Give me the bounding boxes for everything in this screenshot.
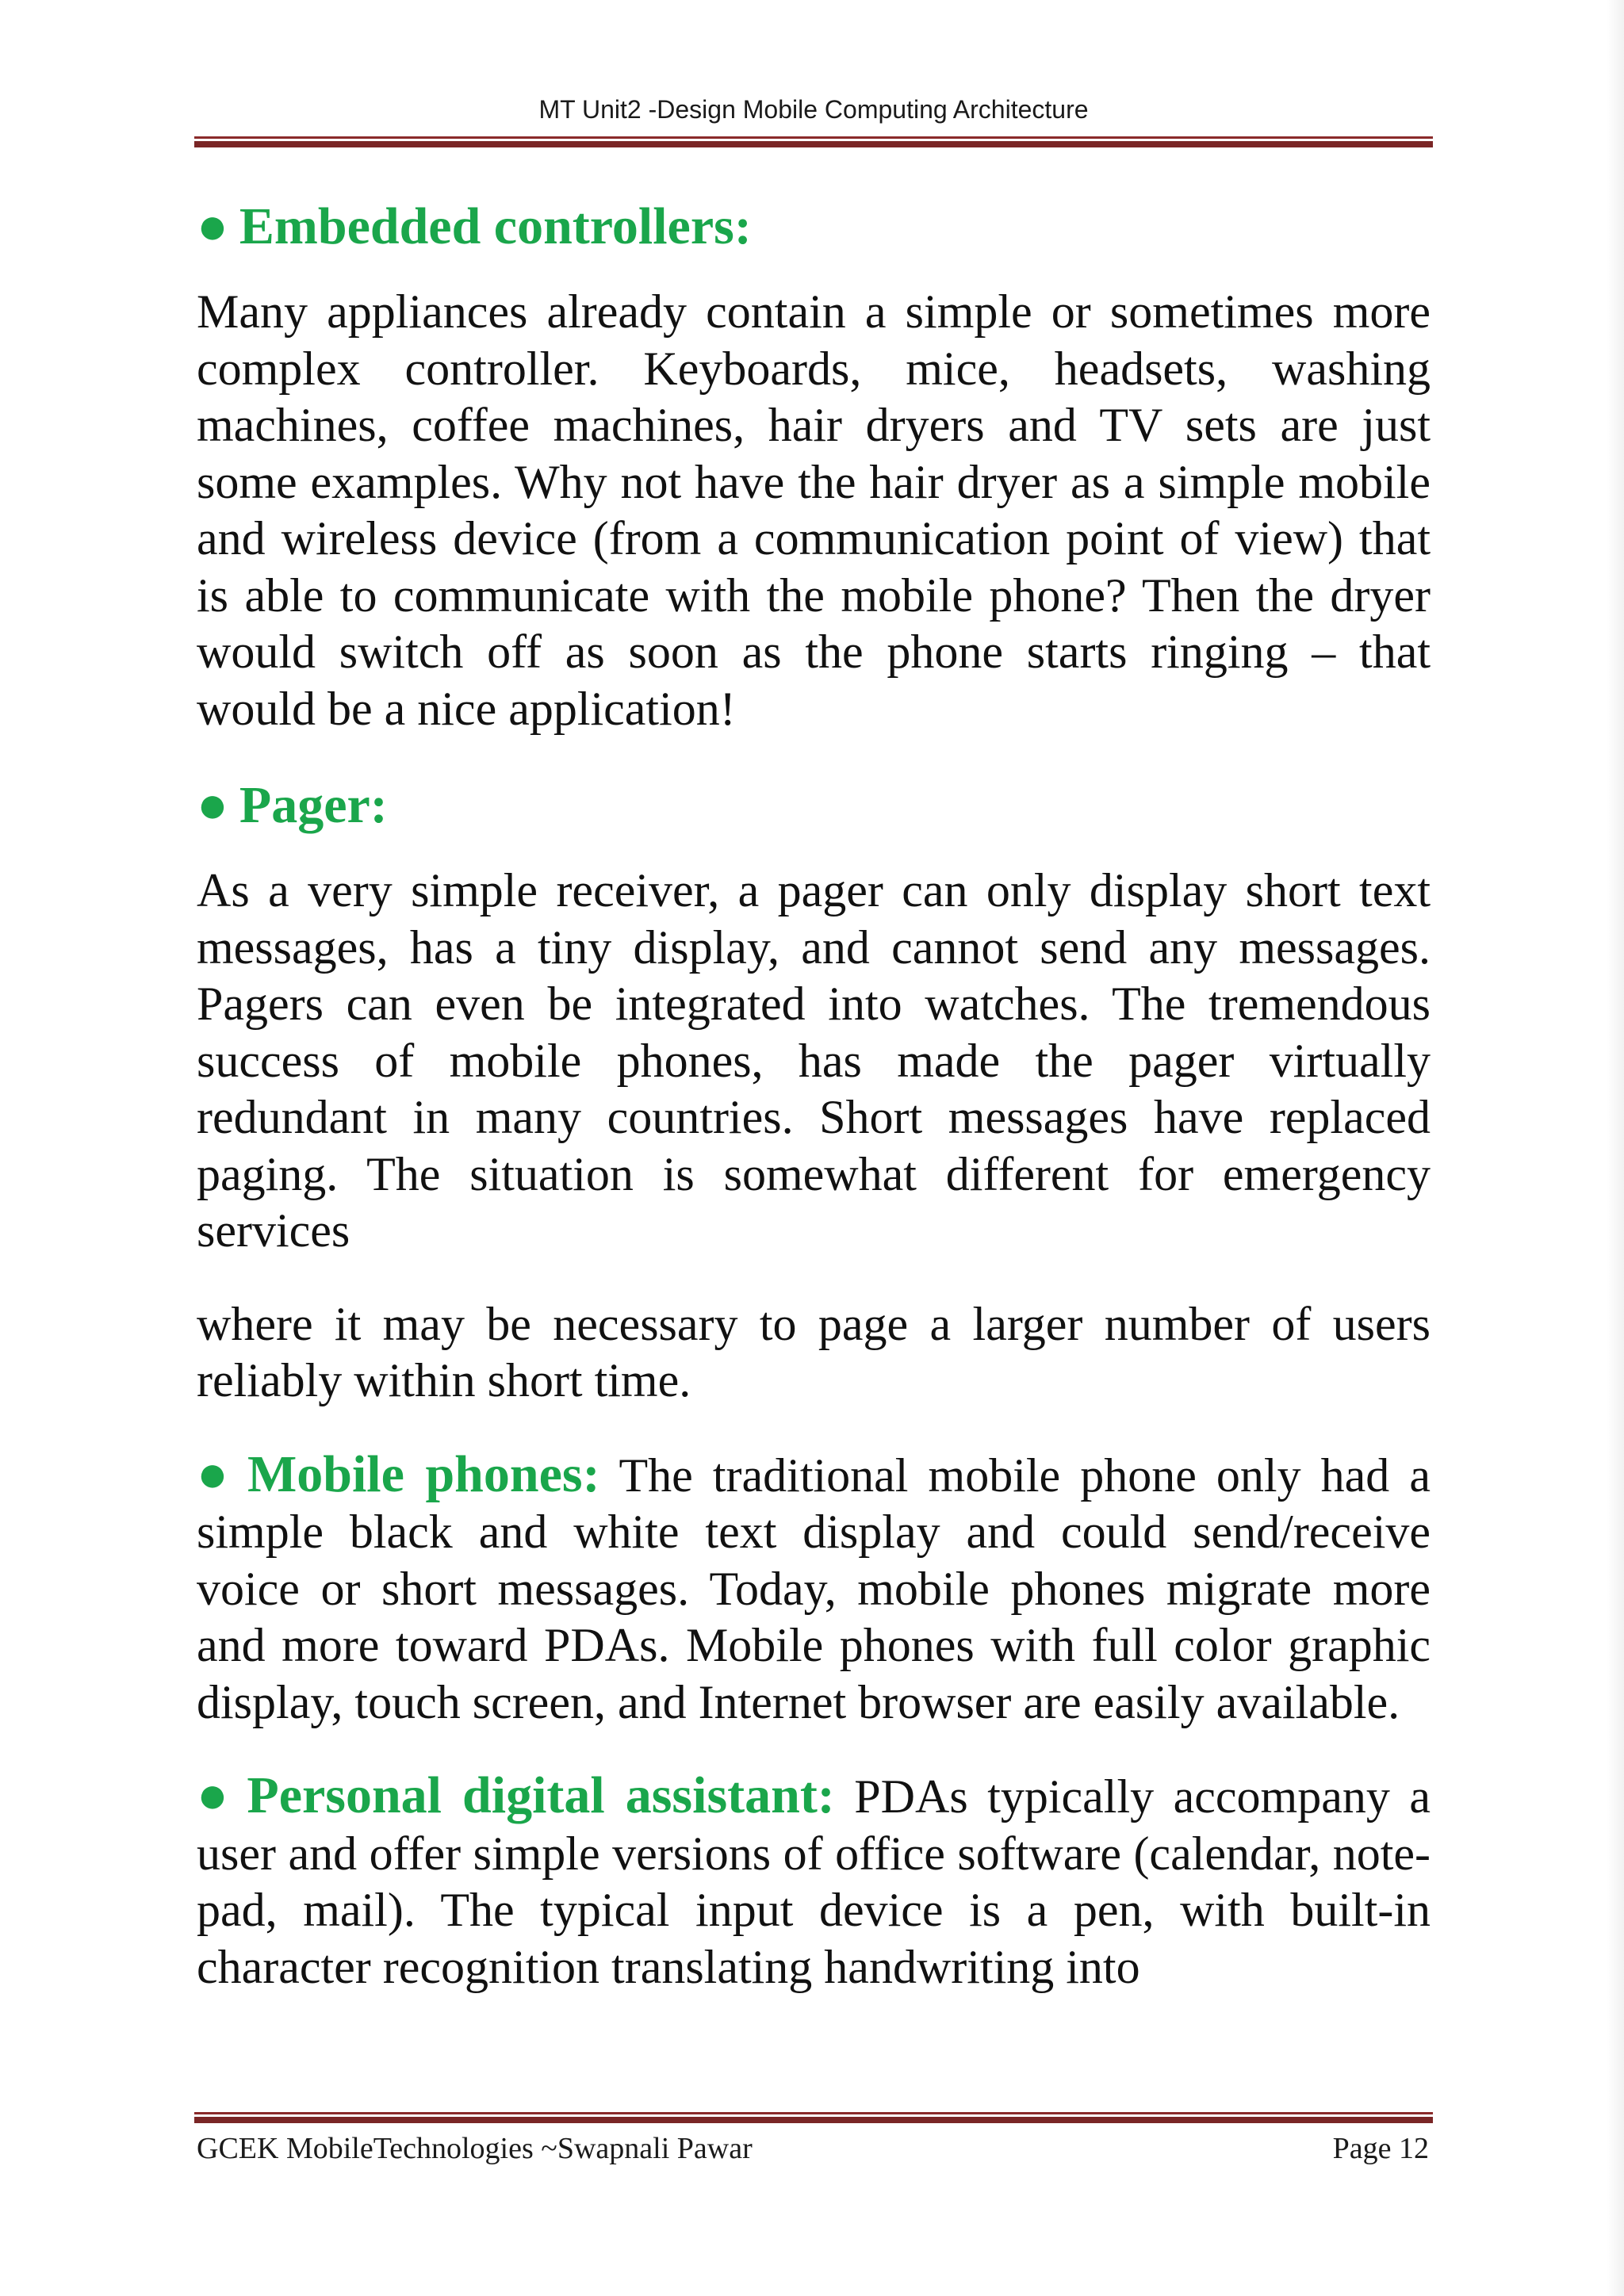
heading-text: Personal digital assistant: [247,1766,835,1824]
bullet-icon: ● [197,1445,236,1503]
inline-heading-pda [197,1766,835,1824]
page-number: Page 12 [1332,2132,1429,2165]
paragraph-pager-continued: where it may be necessary to page a larger number of users reliably within short time. [197,1297,1431,1406]
footer-rule-thick [194,2117,1433,2123]
section-heading-pager [197,774,1431,837]
paragraph-text: The traditional mobile phone only had a simple black and white text display and could send/receive voice or short messages. Today, mobile phones migrate more and more toward PDAs. Mobile phones with full color graphic display, touch screen, and Internet browser are easily available. [197,1448,1431,1728]
header-rule [194,136,1433,147]
bullet-icon: ● [197,1766,236,1824]
heading-text: Mobile phones: [247,1445,600,1503]
inline-heading-mobile-phones [197,1445,600,1503]
paragraph-embedded-controllers: Many appliances already contain a simple or sometimes more complex controller. Keyboards, mice, headsets, washing machines, coffee machines, hair dryers and TV sets are just some examples. Why not have the hair dryer as a simple mobile and wireless device (from a communication point of view) that is able to communicate with the mobile phone? Then the dryer would switch off as soon as the phone starts ringing – that would be a nice application! [197,285,1431,735]
paragraph-pda [197,1767,1431,1996]
running-header: MT Unit2 -Design Mobile Computing Architecture [538,95,1089,124]
section-heading-embedded-controllers [197,195,1431,258]
bullet-icon: ● [197,776,228,834]
paragraph-text: PDAs typically accompany a user and offer simple versions of office software (calendar, note-pad, mail). The typical input device is a pen, with built-in character recognition translating handwriting into [197,1770,1431,1993]
footer-rule [194,2112,1433,2123]
footer-author: GCEK MobileTechnologies ~Swapnali Pawar [197,2132,753,2165]
heading-text: Pager: [239,776,388,834]
heading-text: Embedded controllers: [239,197,752,255]
header-rule-thick [194,141,1433,147]
paragraph-pager: As a very simple receiver, a pager can only display short text messages, has a tiny display, and cannot send any messages. Pagers can even be integrated into watches. The tremendous success of mobile phones, has made the pager virtually redundant in many countries. Short messages have replaced paging. The situation is somewhat different for emergency services [197,864,1431,1257]
paragraph-mobile-phones [197,1446,1431,1732]
page-content [197,195,1431,2032]
bullet-icon: ● [197,197,228,255]
page-edge-shadow [1607,0,1624,2296]
